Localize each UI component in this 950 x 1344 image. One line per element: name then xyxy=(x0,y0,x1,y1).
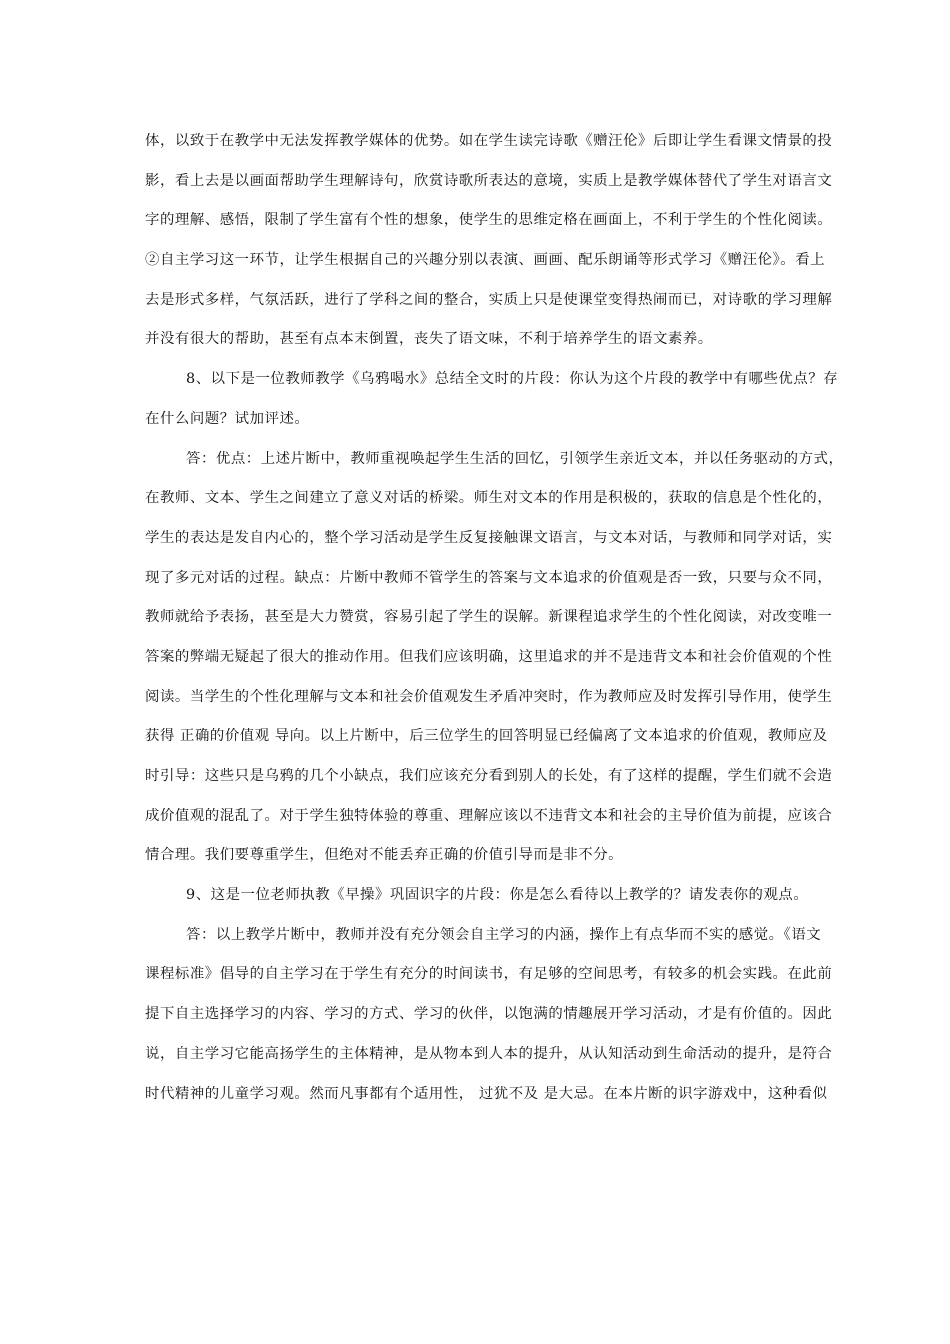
answer-8-line: 情合理。我们要尊重学生，但绝对不能丢弃正确的价值引导而是非不分。 xyxy=(145,847,624,864)
text-line: 体，以致于在教学中无法发挥教学媒体的优势。如在学生读完诗歌《赠汪伦》后即让学生看课文情景的投 xyxy=(145,133,833,149)
text-line: 字的理解、感悟，限制了学生富有个性的想象，使学生的思维定格在画面上，不利于学生的个性化阅读。 xyxy=(145,212,833,229)
text-line: 去是形式多样，气氛活跃，进行了学科之间的整合，实质上只是使课堂变得热闹而已，对诗歌的学习理解 xyxy=(145,291,833,308)
document-body xyxy=(145,122,844,1114)
answer-9-line: 答：以上教学片断中，教师并没有充分领会自主学习的内涵，操作上有点华而不实的感觉。《语文 xyxy=(186,926,822,943)
answer-8-line: 现了多元对话的过程。缺点：片断中教师不管学生的答案与文本追求的价值观是否一致，只要与众不同， xyxy=(145,569,833,586)
answer-9-line: 说，自主学习它能高扬学生的主体精神，是从物本到人本的提升，从认知活动到生命活动的提升，是符合 xyxy=(145,1045,833,1062)
answer-8-line: 时引导：这些只是乌鸦的几个小缺点，我们应该充分看到别人的长处，有了这样的提醒，学生们就不会造 xyxy=(145,768,833,784)
question-9-line: 9、这是一位老师执教《早操》巩固识字的片段：你是怎么看待以上教学的？请发表你的观点。 xyxy=(186,887,809,904)
question-8-line: 8、以下是一位教师教学《乌鸦喝水》总结全文时的片段：你认为这个片段的教学中有哪些优点？存 xyxy=(186,371,839,388)
question-8-line: 在什么问题？试加评述。 xyxy=(145,410,310,427)
answer-8-line: 成价值观的混乱了。对于学生独特体验的尊重、理解应该以不违背文本和社会的主导价值为前提，应该合 xyxy=(145,807,833,824)
answer-8-line: 答案的弊端无疑起了很大的推动作用。但我们应该明确，这里追求的并不是违背文本和社会价值观的个性 xyxy=(145,648,833,665)
answer-9-line: 课程标准》倡导的自主学习在于学生有充分的时间读书，有足够的空间思考，有较多的机会实践。在此前 xyxy=(145,966,833,983)
text-line: 影，看上去是以画面帮助学生理解诗句，欣赏诗歌所表达的意境，实质上是教学媒体替代了学生对语言文 xyxy=(145,172,833,189)
answer-8-line: 阅读。当学生的个性化理解与文本和社会价值观发生矛盾冲突时，作为教师应及时发挥引导作用，使学生 xyxy=(145,688,833,705)
answer-9-line: 时代精神的儿童学习观。然而凡事都有个适用性， 过犹不及 是大忌。在本片断的识字游戏中，这种看似 xyxy=(145,1085,828,1102)
text-line: 并没有很大的帮助，甚至有点本末倒置，丧失了语文味，不利于培养学生的语文素养。 xyxy=(145,331,713,348)
answer-8-line: 在教师、文本、学生之间建立了意义对话的桥梁。师生对文本的作用是积极的，获取的信息是个性化的， xyxy=(145,490,833,507)
answer-8-line: 获得 正确的价值观 导向。以上片断中，后三位学生的回答明显已经偏离了文本追求的价值观，教师应及 xyxy=(145,728,828,745)
answer-8-line: 学生的表达是发自内心的，整个学习活动是学生反复接触课文语言，与文本对话，与教师和同学对话，实 xyxy=(145,529,833,546)
text-line: ②自主学习这一环节，让学生根据自己的兴趣分别以表演、画画、配乐朗诵等形式学习《赠汪伦》。看上 xyxy=(145,252,826,269)
answer-8-line: 教师就给予表扬，甚至是大力赞赏，容易引起了学生的误解。新课程追求学生的个性化阅读，对改变唯一 xyxy=(145,609,833,626)
answer-8-line: 答：优点：上述片断中，教师重视唤起学生生活的回忆，引领学生亲近文本，并以任务驱动的方式， xyxy=(186,450,844,467)
answer-9-line: 提下自主选择学习的内容、学习的方式、学习的伙伴，以饱满的情趣展开学习活动，才是有价值的。因此 xyxy=(145,1006,833,1023)
